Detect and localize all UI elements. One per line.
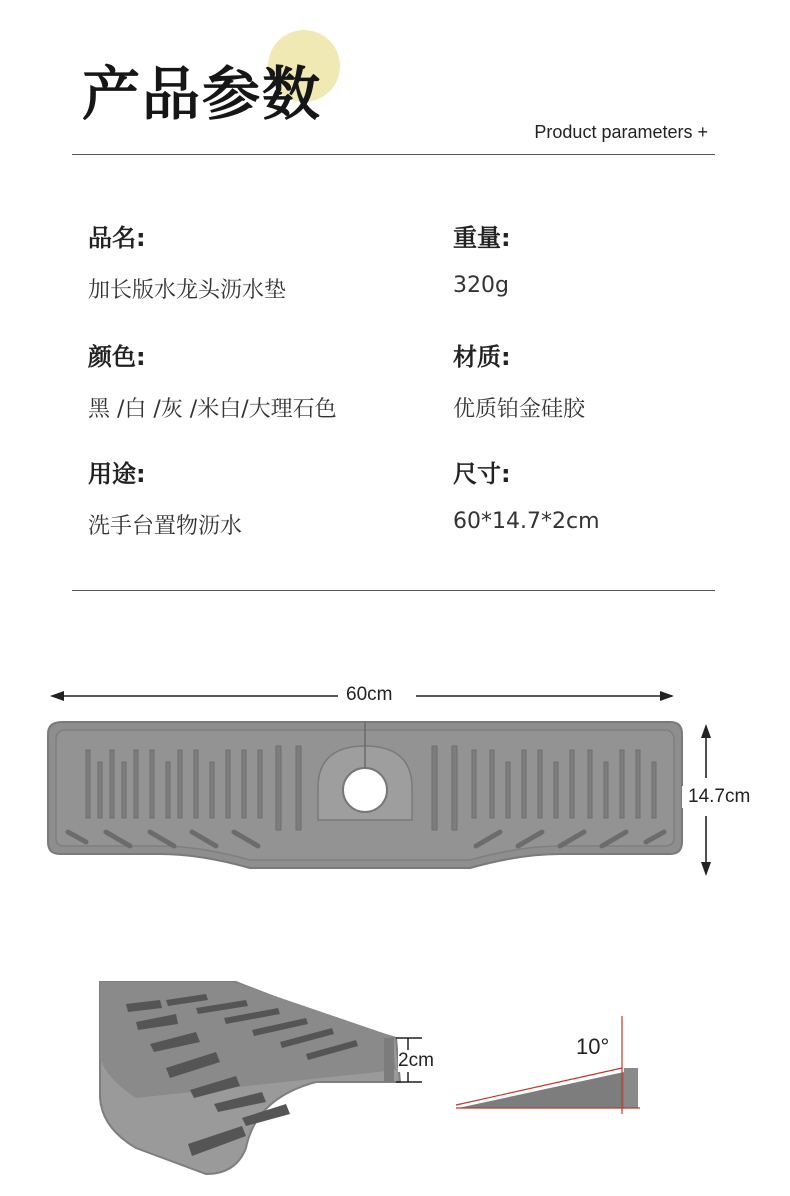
param-value: 60*14.7*2cm bbox=[453, 509, 600, 534]
height-label: 2cm bbox=[398, 1050, 434, 1071]
angle-label: 10° bbox=[576, 1034, 610, 1059]
angle-diagram bbox=[450, 1010, 650, 1120]
mat-top-view bbox=[0, 670, 790, 910]
param-value: 加长版水龙头沥水垫 bbox=[88, 278, 287, 303]
mat-side-view bbox=[96, 978, 436, 1178]
param-label: 重量: bbox=[453, 224, 511, 252]
param-weight bbox=[453, 218, 511, 298]
param-value: 黑 /白 /灰 /米白/大理石色 bbox=[88, 397, 337, 422]
page-title: 产品参数 bbox=[82, 60, 323, 128]
param-material bbox=[453, 337, 585, 423]
param-label: 品名: bbox=[88, 224, 146, 252]
param-name bbox=[88, 218, 286, 304]
param-usage bbox=[88, 454, 242, 540]
param-size bbox=[453, 454, 600, 534]
depth-label: 14.7cm bbox=[682, 786, 756, 808]
param-color bbox=[88, 337, 337, 423]
param-value: 洗手台置物沥水 bbox=[88, 514, 243, 539]
param-value: 320g bbox=[453, 273, 509, 298]
page-subtitle: Product parameters + bbox=[534, 122, 708, 142]
param-label: 用途: bbox=[88, 460, 146, 488]
param-label: 颜色: bbox=[88, 343, 146, 371]
param-value: 优质铂金硅胶 bbox=[453, 397, 586, 422]
params-divider bbox=[72, 590, 715, 591]
param-label: 材质: bbox=[453, 343, 511, 371]
header-divider bbox=[72, 154, 715, 155]
param-label: 尺寸: bbox=[453, 460, 511, 488]
width-label: 60cm bbox=[340, 684, 398, 706]
